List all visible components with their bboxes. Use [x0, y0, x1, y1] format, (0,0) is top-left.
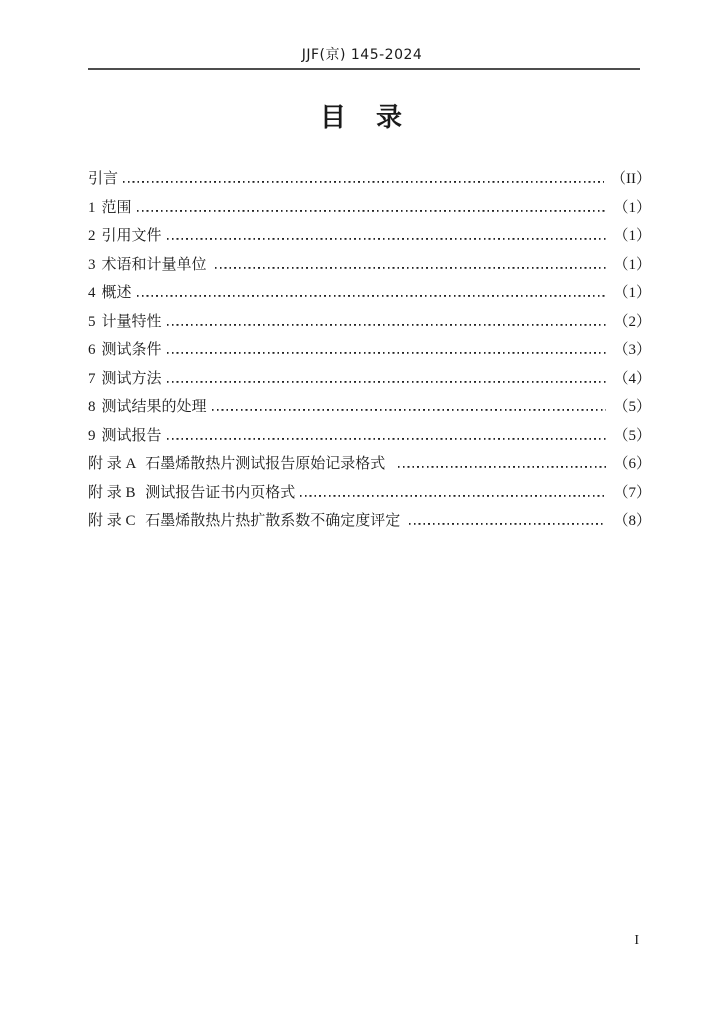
toc-list: [88, 167, 651, 538]
toc-entry-page: （5）: [613, 427, 651, 444]
toc-dot-leader: [167, 228, 607, 240]
toc-entry-page: （1）: [613, 256, 651, 273]
toc-entry-appendix-a: [88, 452, 651, 481]
toc-entry-page: （1）: [613, 199, 651, 216]
toc-entry-7: [88, 367, 651, 396]
toc-entry-label: 概述: [101, 285, 132, 301]
toc-dot-leader: [409, 513, 606, 525]
toc-entry-number: 7: [88, 370, 96, 387]
toc-entry-label: 测试报告: [101, 427, 162, 444]
toc-entry-label: 计量特性: [101, 313, 162, 330]
toc-entry-number: 3: [88, 256, 96, 273]
toc-dot-leader: [398, 456, 607, 468]
toc-entry-page: （8）: [613, 513, 651, 529]
toc-entry-6: [88, 338, 651, 367]
toc-entry-page: （6）: [613, 456, 651, 472]
toc-entry-4: [88, 281, 651, 310]
toc-entry-3: [88, 253, 651, 282]
toc-dot-leader: [167, 342, 607, 354]
toc-entry-number: 8: [88, 399, 96, 415]
toc-entry-number: 附 录 B: [88, 484, 140, 501]
toc-entry-label: 测试方法: [101, 370, 162, 387]
toc-entry-page: （1）: [613, 228, 651, 244]
toc-entry-number: 1: [88, 199, 96, 216]
toc-entry-page: （4）: [613, 370, 651, 387]
toc-entry-2: [88, 224, 651, 253]
toc-entry-page: （3）: [613, 342, 651, 358]
toc-entry-8: [88, 395, 651, 424]
toc-entry-number: 5: [88, 313, 96, 330]
toc-entry-label: 术语和计量单位: [101, 256, 211, 273]
toc-entry-page: （II）: [611, 171, 651, 187]
toc-entry-1: [88, 196, 651, 225]
page-number: I: [634, 933, 639, 948]
toc-entry-number: 6: [88, 342, 96, 358]
toc-entry-page: （1）: [613, 285, 651, 301]
toc-entry-9: [88, 424, 651, 453]
toc-dot-leader: [167, 314, 607, 326]
toc-entry-page: （2）: [613, 313, 651, 330]
document-number: JJF(京) 145-2024: [301, 47, 423, 63]
toc-entry-page: （7）: [613, 484, 651, 501]
toc-title: 目 录: [319, 103, 404, 133]
toc-entry-number: 2: [88, 228, 96, 244]
toc-entry-5: [88, 310, 651, 339]
toc-entry-label: 范围: [101, 199, 132, 216]
toc-dot-leader: [137, 285, 607, 297]
toc-entry-number: 附 录 A: [88, 456, 140, 472]
toc-dot-leader: [167, 428, 607, 440]
toc-entry-appendix-c: [88, 509, 651, 538]
toc-entry-label: 石墨烯散热片热扩散系数不确定度评定: [145, 513, 405, 529]
toc-entry-label: 引用文件: [101, 228, 162, 244]
toc-dot-leader: [212, 399, 607, 411]
toc-entry-intro: [88, 167, 651, 196]
toc-entry-label: 石墨烯散热片测试报告原始记录格式: [145, 456, 393, 472]
toc-entry-number: 4: [88, 285, 96, 301]
toc-dot-leader: [300, 485, 606, 497]
toc-dot-leader: [215, 257, 606, 269]
toc-dot-leader: [123, 171, 604, 183]
toc-entry-number: 9: [88, 427, 96, 444]
toc-dot-leader: [167, 371, 607, 383]
toc-entry-label: 测试条件: [101, 342, 162, 358]
toc-entry-number: 附 录 C: [88, 513, 140, 529]
toc-entry-appendix-b: [88, 481, 651, 510]
toc-entry-label: 测试结果的处理: [101, 399, 207, 415]
header-rule: [88, 68, 640, 70]
toc-entry-label: 测试报告证书内页格式: [145, 484, 296, 501]
toc-entry-page: （5）: [613, 399, 651, 415]
toc-entry-label: 引言: [88, 171, 119, 187]
toc-dot-leader: [137, 200, 607, 212]
